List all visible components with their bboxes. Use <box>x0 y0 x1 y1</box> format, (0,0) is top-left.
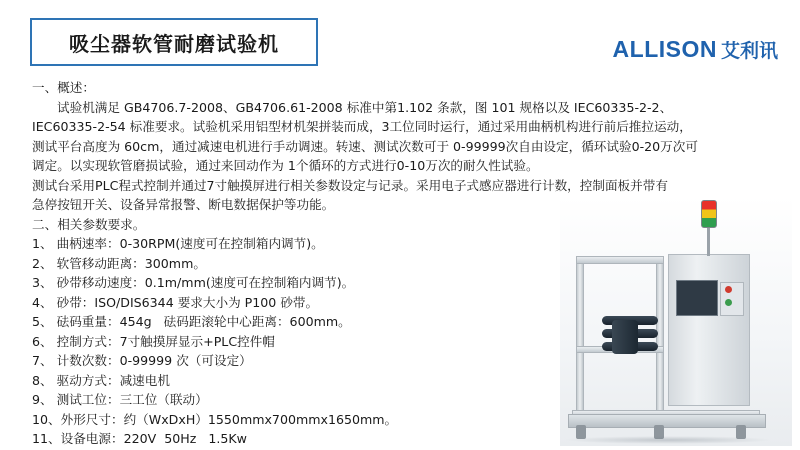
overview-line-5: 测试台采用PLC程式控制并通过7寸触摸屏进行相关参数设定与记录。采用电子式感应器进行计数，控制面板并带有 <box>32 177 668 193</box>
signal-tower-light <box>701 200 717 228</box>
overview-line-6: 急停按钮开关、设备异常报警、断电数据保护等功能。 <box>32 197 335 212</box>
brand-latin-text: ALLISON <box>612 36 717 62</box>
control-button-panel <box>720 282 744 316</box>
page-title: 吸尘器软管耐磨试验机 <box>69 31 279 56</box>
parameter-item: 6、 控制方式：7寸触摸屏显示+PLC控件帽 <box>32 333 275 349</box>
parameter-item: 1、 曲柄速率：0-30RPM(速度可在控制箱内调节)。 <box>32 236 324 251</box>
parameter-item: 3、 砂带移动速度：0.1m/mm(速度可在控制箱内调节)。 <box>32 275 355 290</box>
parameter-item: 10、外形尺寸：约（WxDxH）1550mmx700mmx1650mm。 <box>32 411 398 427</box>
parameter-item: 11、设备电源：220V 50Hz 1.5Kw <box>32 431 247 446</box>
frame-rail-top <box>576 256 664 264</box>
machine-photo <box>560 196 792 446</box>
control-cabinet <box>668 254 750 406</box>
section-heading-parameters: 二、相关参数要求。 <box>32 216 146 232</box>
title-box <box>30 18 318 66</box>
abrasion-drum <box>612 320 638 354</box>
parameter-item: 9、 测试工位：三工位（联动） <box>32 392 208 407</box>
section-heading-overview: 一、概述： <box>32 80 95 95</box>
start-button <box>725 299 732 306</box>
overview-line-1: 试验机满足 GB4706.7-2008、GB4706.61-2008 标准中第1.102 条款，图 101 规格以及 IEC60335-2-2、 <box>57 99 673 115</box>
overview-line-4: 调定。以实现软管磨损试验，通过来回动作为 1个循环的方式进行0-10万次的耐久性试验。 <box>32 158 539 173</box>
touchscreen-panel <box>676 280 718 316</box>
parameter-item: 2、 软管移动距离：300mm。 <box>32 255 206 271</box>
parameter-item: 5、 砝码重量：454g 砝码距滚轮中心距离：600mm。 <box>32 314 351 329</box>
frame-rail-left <box>576 256 584 426</box>
parameter-item: 7、 计数次数：0-99999 次（可设定） <box>32 353 252 368</box>
parameter-item: 8、 驱动方式：减速电机 <box>32 372 170 388</box>
brand-logo <box>613 36 778 63</box>
brand-chinese-text: 艾利讯 <box>720 40 778 62</box>
emergency-stop-button <box>725 286 732 293</box>
parameter-item: 4、 砂带：ISO/DIS6344 要求大小为 P100 砂带。 <box>32 294 319 310</box>
overview-line-2: IEC60335-2-54 标准要求。试验机采用铝型材机架拼装而成，3工位同时运行，通过采用曲柄机构进行前后推拉运动， <box>32 119 692 134</box>
overview-line-3: 测试平台高度为 60cm，通过减速电机进行手动调速。转速、测试次数可于 0-99999次自由设定，循环试验0-20万次可 <box>32 138 698 154</box>
photo-shadow <box>564 436 772 444</box>
